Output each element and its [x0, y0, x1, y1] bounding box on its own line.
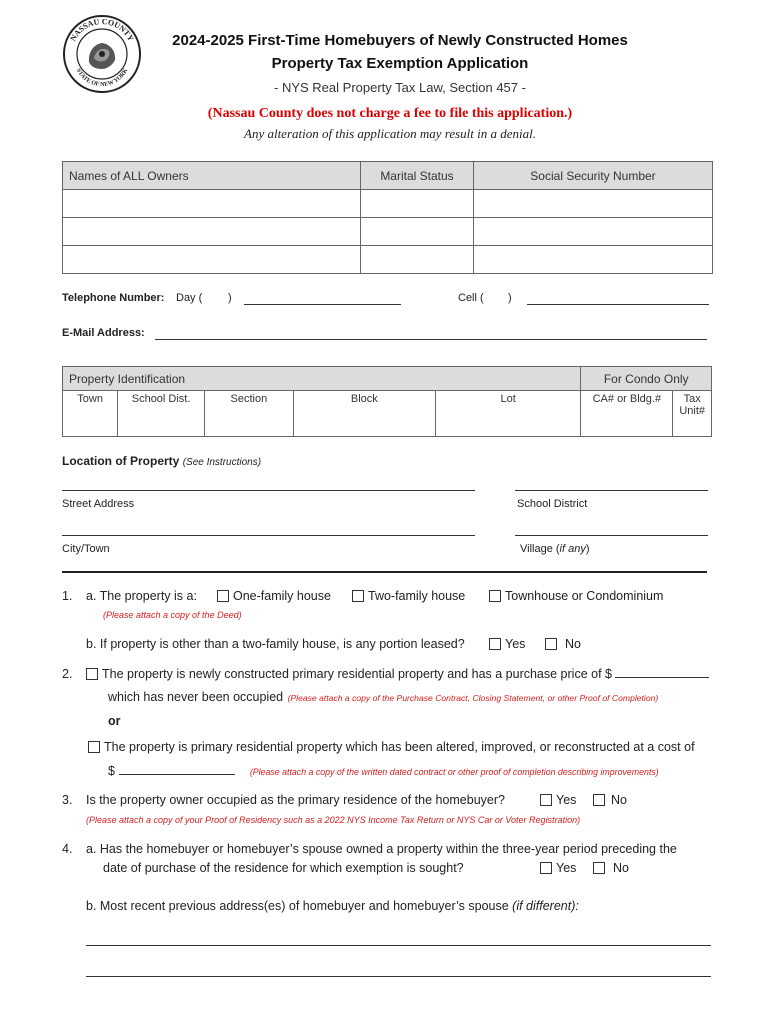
day-phone-close-paren: ) [228, 292, 232, 304]
village-label: Village (if any) [520, 543, 590, 555]
town-col[interactable]: Town [63, 391, 118, 437]
previous-address-line-2[interactable] [86, 976, 711, 977]
law-reference: - NYS Real Property Tax Law, Section 457 - [274, 80, 526, 95]
q4a-yes-option[interactable]: Yes [540, 861, 576, 875]
q2-note2: (Please attach a copy of the written dated contract or other proof of completion describing improvements) [249, 767, 659, 777]
q4a-no-option[interactable]: No [593, 861, 629, 875]
q2-line2: which has never been occupied (Please attach a copy of the Purchase Contract, Closing Statement, or other Proof of Completion) [108, 690, 659, 704]
q1b-yes-checkbox[interactable] [489, 638, 501, 650]
street-address-field[interactable] [62, 490, 475, 491]
street-address-label: Street Address [62, 498, 135, 510]
seal-bottom-text: STATE OF NEW YORK [74, 67, 130, 89]
marital-status-cell[interactable] [361, 190, 474, 218]
q1b-text: b. If property is other than a two-family house, is any portion leased? [86, 637, 465, 651]
two-family-checkbox[interactable] [352, 590, 364, 602]
previous-address-line-1[interactable] [86, 945, 711, 946]
form-title-line1: 2024-2025 First-Time Homebuyers of Newly Constructed Homes [172, 32, 628, 49]
form-title-line2: Property Tax Exemption Application [271, 55, 529, 72]
nassau-county-seal [62, 14, 142, 94]
marital-status-cell[interactable] [361, 246, 474, 274]
ssn-cell[interactable] [474, 218, 713, 246]
q2-new-construction-checkbox[interactable] [86, 668, 98, 680]
ssn-cell[interactable] [474, 190, 713, 218]
school-district-label: School District [517, 498, 588, 510]
owner-name-cell[interactable] [63, 190, 361, 218]
city-town-label: City/Town [62, 543, 110, 555]
tax-unit-col[interactable]: Tax Unit# [673, 391, 712, 437]
seal-top-text: NASSAU COUNTY [68, 16, 136, 43]
two-family-option[interactable]: Two-family house [352, 589, 465, 603]
property-id-table [62, 366, 712, 437]
q3-no-checkbox[interactable] [593, 794, 605, 806]
q4-number: 4. [62, 842, 73, 856]
q3-yes-checkbox[interactable] [540, 794, 552, 806]
cell-phone-field[interactable] [527, 304, 709, 305]
ssn-cell[interactable] [474, 246, 713, 274]
q1-number: 1. [62, 589, 73, 603]
q1b-yes-option[interactable]: Yes [489, 637, 525, 651]
lot-col[interactable]: Lot [435, 391, 581, 437]
q4b-text: b. Most recent previous address(es) of homebuyer and homebuyer’s spouse (if different): [86, 899, 579, 913]
one-family-option[interactable]: One-family house [217, 589, 331, 603]
purchase-price-field[interactable] [615, 667, 709, 678]
townhouse-option[interactable]: Townhouse or Condominium [489, 589, 663, 603]
marital-status-cell[interactable] [361, 218, 474, 246]
section-col[interactable]: Section [204, 391, 293, 437]
bldg-col[interactable]: CA# or Bldg.# [581, 391, 673, 437]
telephone-label: Telephone Number: [62, 292, 165, 304]
q2-altered-option[interactable]: The property is primary residential property which has been altered, improved, or reconstructed at a cost of [88, 740, 695, 754]
day-phone-label: Day ( [176, 292, 203, 304]
q1a-note: (Please attach a copy of the Deed) [103, 610, 242, 620]
owner-name-cell[interactable] [63, 246, 361, 274]
q4a-no-checkbox[interactable] [593, 862, 605, 874]
location-note: (See Instructions) [182, 457, 262, 468]
property-id-header: Property Identification [63, 367, 581, 391]
q4a-yes-checkbox[interactable] [540, 862, 552, 874]
q1a-text: a. The property is a: [86, 589, 197, 603]
q2-newly-constructed-option[interactable]: The property is newly constructed primary residential property and has a purchase price of $ [86, 667, 709, 681]
townhouse-checkbox[interactable] [489, 590, 501, 602]
q3-text: Is the property owner occupied as the primary residence of the homebuyer? [86, 793, 505, 807]
q4a-line1: a. Has the homebuyer or homebuyer’s spouse owned a property within the three-year period preceding the [86, 842, 677, 856]
q2-note1: (Please attach a copy of the Purchase Contract, Closing Statement, or other Proof of Completion) [287, 693, 659, 703]
section-divider [62, 571, 707, 573]
ssn-col-header: Social Security Number [474, 162, 713, 190]
one-family-checkbox[interactable] [217, 590, 229, 602]
owners-col-header: Names of ALL Owners [63, 162, 361, 190]
q2-cost-line: $ (Please attach a copy of the written dated contract or other proof of completion describing improvements) [108, 764, 659, 778]
location-title-text: Location of Property [62, 454, 180, 468]
location-title [62, 454, 261, 468]
q3-no-option[interactable]: No [593, 793, 627, 807]
q3-yes-option[interactable]: Yes [540, 793, 576, 807]
owner-name-cell[interactable] [63, 218, 361, 246]
no-fee-notice: (Nassau County does not charge a fee to file this application.) [207, 106, 573, 121]
owners-table [62, 161, 713, 274]
village-field[interactable] [515, 535, 708, 536]
q3-note: (Please attach a copy of your Proof of Residency such as a 2022 NYS Income Tax Return or NYS Car or Voter Registration) [86, 815, 581, 825]
school-district-field[interactable] [515, 490, 708, 491]
email-field[interactable] [155, 339, 707, 340]
marital-col-header: Marital Status [361, 162, 474, 190]
day-phone-field[interactable] [244, 304, 401, 305]
q2-or: or [108, 714, 121, 728]
cell-phone-label: Cell ( [458, 292, 484, 304]
q2-number: 2. [62, 667, 73, 681]
q1b-no-option[interactable]: No [545, 637, 581, 651]
email-label: E-Mail Address: [62, 327, 145, 339]
q1b-no-checkbox[interactable] [545, 638, 557, 650]
city-town-field[interactable] [62, 535, 475, 536]
block-col[interactable]: Block [293, 391, 435, 437]
improvement-cost-field[interactable] [119, 764, 235, 775]
q4a-line2: date of purchase of the residence for which exemption is sought? [103, 861, 464, 875]
q2-altered-checkbox[interactable] [88, 741, 100, 753]
cell-phone-close-paren: ) [508, 292, 512, 304]
school-dist-col[interactable]: School Dist. [118, 391, 205, 437]
q3-number: 3. [62, 793, 73, 807]
alteration-notice: Any alteration of this application may result in a denial. [244, 126, 536, 141]
condo-header: For Condo Only [581, 367, 712, 391]
